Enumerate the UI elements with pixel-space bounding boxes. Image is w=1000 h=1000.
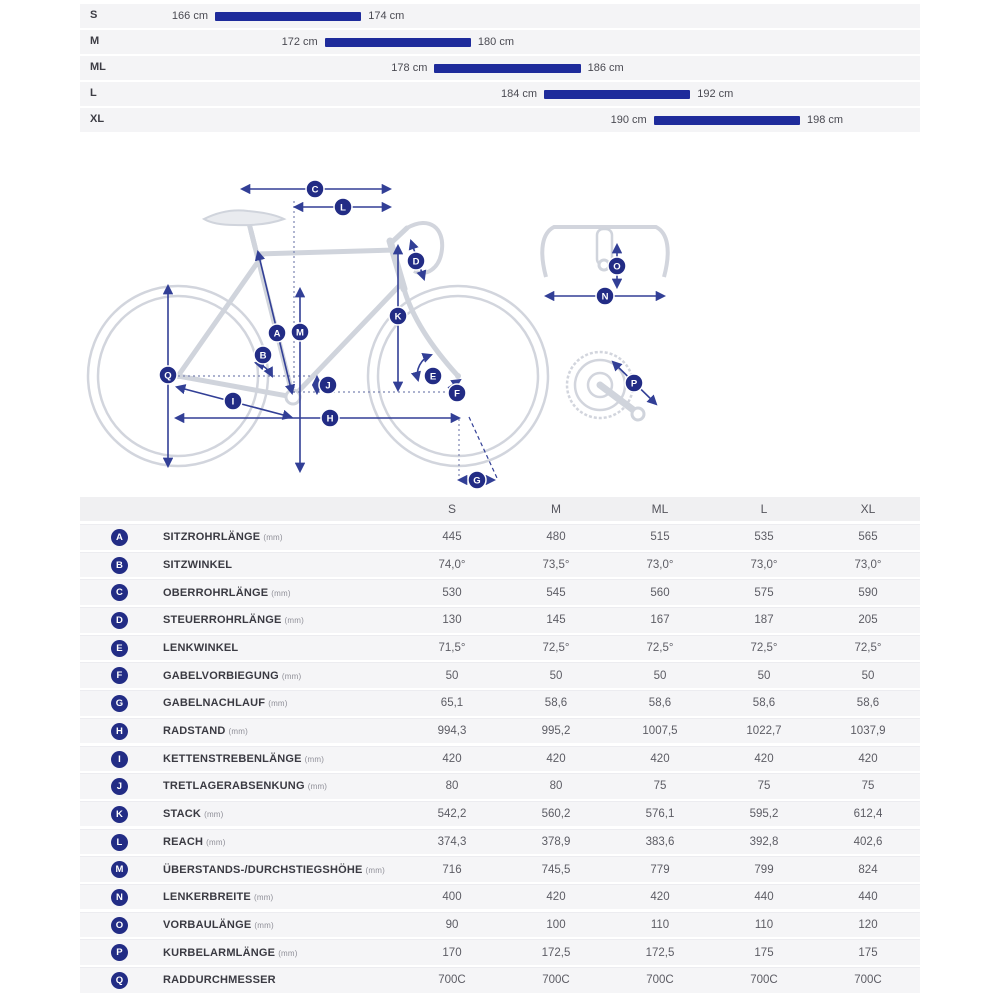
size-chart-range-bar (434, 64, 580, 73)
geometry-cell-value: 700C (542, 974, 570, 987)
geometry-row-label-text: REACH (163, 835, 204, 848)
geometry-row-label-text: OBERROHRLÄNGE (163, 586, 269, 599)
geometry-row-letter-badge: L (111, 834, 128, 851)
geometry-cell-value: 400 (442, 891, 462, 904)
geometry-row-letter-badge: G (111, 695, 128, 712)
size-chart-size-label: L (90, 87, 97, 99)
geometry-cell-value: 383,6 (645, 835, 675, 848)
geometry-row-letter-badge: M (111, 861, 128, 878)
geometry-row-letter-badge: A (111, 529, 128, 546)
geometry-cell-value: 73,5° (542, 558, 570, 571)
geometry-cell-value: 80 (445, 780, 459, 793)
geometry-row-label-text: RADDURCHMESSER (163, 974, 276, 987)
geometry-row-letter-badge: K (111, 806, 128, 823)
geometry-cell-value: 110 (754, 918, 774, 931)
geometry-cell-value: 73,0° (646, 558, 674, 571)
size-chart-max-height: 186 cm (587, 62, 624, 74)
geometry-cell-value: 50 (549, 669, 563, 682)
geometry-table-body (80, 524, 920, 993)
arrow-seat-tube-A (258, 252, 292, 393)
geometry-row-unit: (mm) (254, 920, 274, 930)
geometry-cell-value: 420 (858, 752, 878, 765)
geometry-table-row (80, 939, 920, 965)
geometry-row-label (80, 974, 400, 986)
geometry-cell-value: 420 (546, 891, 566, 904)
geometry-row-letter-badge: E (111, 640, 128, 657)
geometry-cell-value: 716 (442, 863, 462, 876)
geometry-row-unit: (mm) (204, 810, 224, 820)
geometry-table-header (80, 497, 920, 521)
top-tube (257, 250, 395, 254)
down-tube (293, 284, 401, 397)
geometry-table-row (80, 690, 920, 716)
size-chart-min-height: 190 cm (610, 114, 647, 126)
geometry-table-row (80, 967, 920, 993)
geometry-cell-value: 50 (861, 669, 875, 682)
diagram-marker-letter-n: N (601, 291, 609, 303)
geometry-cell-value: 58,6 (856, 697, 880, 710)
geometry-table (80, 497, 920, 995)
size-chart-min-height: 166 cm (171, 10, 208, 22)
size-chart-row (80, 108, 920, 132)
geometry-cell-value: 994,3 (437, 725, 467, 738)
geometry-cell-value: 542,2 (437, 808, 467, 821)
geometry-cell-value: 170 (442, 946, 462, 959)
geometry-cell-value: 824 (858, 863, 878, 876)
geometry-column-header-xl: XL (860, 502, 876, 516)
diagram-marker-letter-f: F (454, 388, 460, 400)
geometry-cell-value: 72,5° (646, 642, 674, 654)
geometry-row-label-text: VORBAULÄNGE (163, 918, 252, 931)
geometry-cell-value: 560 (650, 586, 670, 599)
geometry-cell-value: 378,9 (541, 835, 571, 848)
geometry-row-label (80, 587, 400, 599)
size-chart-min-height: 178 cm (391, 62, 428, 74)
geometry-cell-value: 71,5° (438, 642, 466, 654)
geometry-row-letter-badge: N (111, 889, 128, 906)
geometry-cell-value: 565 (858, 531, 878, 544)
geometry-table-row (80, 718, 920, 744)
stem (391, 228, 407, 243)
geometry-cell-value: 420 (650, 752, 670, 765)
geometry-cell-value: 130 (442, 614, 462, 627)
size-chart-max-height: 174 cm (368, 10, 405, 22)
geometry-cell-value: 205 (858, 614, 878, 627)
size-chart-range-bar (325, 38, 471, 47)
geometry-row-label-text: SITZROHRLÄNGE (163, 531, 261, 544)
geometry-row-label-text: LENKWINKEL (163, 642, 239, 654)
geometry-cell-value: 1037,9 (850, 725, 886, 738)
geometry-table-row (80, 524, 920, 550)
geometry-cell-value: 440 (754, 891, 774, 904)
size-chart-range-bar (544, 90, 690, 99)
geometry-row-label (80, 808, 400, 820)
geometry-table-row (80, 607, 920, 633)
geometry-row-letter-badge: Q (111, 972, 128, 989)
size-chart-size-label: S (90, 9, 98, 21)
geometry-cell-value: 73,0° (750, 558, 778, 571)
geometry-row-label-text: GABELVORBIEGUNG (163, 669, 279, 682)
geometry-cell-value: 595,2 (749, 808, 779, 821)
geometry-row-label-text: GABELNACHLAUF (163, 697, 266, 710)
geometry-cell-value: 175 (858, 946, 878, 959)
geometry-cell-value: 73,0° (854, 558, 882, 571)
geometry-cell-value: 175 (754, 946, 774, 959)
geometry-table-row (80, 884, 920, 910)
geometry-row-label (80, 753, 400, 765)
diagram-marker-letter-m: M (296, 327, 304, 339)
geometry-row-unit: (mm) (271, 588, 291, 598)
geometry-cell-value: 700C (854, 974, 882, 987)
geometry-row-label (80, 670, 400, 682)
diagram-marker-letter-b: B (259, 350, 267, 362)
diagram-marker-letter-a: A (273, 328, 281, 340)
handlebar-top-view-drawing (542, 227, 667, 277)
saddle (204, 210, 284, 225)
geometry-table-row (80, 746, 920, 772)
geometry-cell-value: 58,6 (648, 697, 672, 710)
geometry-cell-value: 75 (757, 780, 771, 793)
geometry-row-unit: (mm) (284, 616, 304, 626)
fork-blade (404, 289, 458, 376)
geometry-cell-value: 172,5 (645, 946, 675, 959)
geometry-cell-value: 420 (754, 752, 774, 765)
geometry-row-label-text: TRETLAGERABSENKUNG (163, 780, 305, 793)
geometry-cell-value: 1007,5 (642, 725, 678, 738)
geometry-row-label (80, 725, 400, 737)
geometry-cell-value: 374,3 (437, 835, 467, 848)
geometry-column-header-ml: ML (651, 502, 669, 516)
size-chart-min-height: 172 cm (281, 36, 318, 48)
geometry-cell-value: 575 (754, 586, 774, 599)
bike-side-view-drawing (88, 210, 548, 466)
geometry-cell-value: 402,6 (853, 835, 883, 848)
geometry-cell-value: 74,0° (438, 558, 466, 571)
geometry-row-label-text: ÜBERSTANDS-/DURCHSTIEGSHÖHE (163, 863, 363, 876)
geometry-row-unit: (mm) (281, 671, 302, 681)
geometry-cell-value: 420 (546, 752, 566, 765)
size-chart-size-label: XL (90, 113, 105, 125)
geometry-cell-value: 995,2 (541, 725, 571, 738)
geometry-cell-value: 392,8 (749, 835, 779, 848)
geometry-table-row (80, 829, 920, 855)
geometry-cell-value: 50 (653, 669, 667, 682)
reference-lines (178, 201, 497, 478)
size-chart-range-bar (654, 116, 800, 125)
geometry-row-label (80, 864, 400, 876)
diagram-marker-letter-c: C (311, 184, 319, 196)
geometry-row-unit: (mm) (253, 893, 274, 903)
geometry-row-letter-badge: J (111, 778, 128, 795)
geometry-cell-value: 530 (442, 586, 462, 599)
geometry-row-label (80, 531, 400, 543)
geometry-table-row (80, 773, 920, 799)
geometry-row-unit: (mm) (365, 865, 386, 875)
geometry-row-unit: (mm) (304, 754, 325, 764)
geometry-cell-value: 50 (445, 669, 459, 682)
size-chart-row (80, 56, 920, 80)
geometry-row-unit: (mm) (278, 948, 298, 958)
geometry-cell-value: 172,5 (541, 946, 571, 959)
geometry-table-row (80, 856, 920, 882)
geometry-row-label (80, 947, 400, 959)
geometry-table-row (80, 662, 920, 688)
geometry-row-unit: (mm) (206, 837, 226, 847)
geometry-cell-value: 576,1 (645, 808, 675, 821)
geometry-cell-value: 50 (757, 669, 771, 682)
geometry-cell-value: 515 (650, 531, 670, 544)
geometry-row-label (80, 697, 400, 709)
geometry-row-letter-badge: I (111, 751, 128, 768)
geometry-cell-value: 700C (646, 974, 674, 987)
geometry-cell-value: 72,5° (542, 642, 570, 654)
geometry-cell-value: 590 (858, 586, 878, 599)
geometry-table-row (80, 635, 920, 661)
geometry-cell-value: 72,5° (854, 642, 882, 654)
measurement-arrows (168, 189, 664, 480)
geometry-cell-value: 700C (750, 974, 778, 987)
geometry-cell-value: 90 (445, 918, 459, 931)
size-chart-max-height: 180 cm (477, 36, 514, 48)
geometry-row-label (80, 836, 400, 848)
geometry-row-label-text: RADSTAND (163, 725, 226, 738)
geometry-column-header-m: M (551, 502, 561, 516)
geometry-row-label (80, 559, 400, 571)
geometry-row-label (80, 614, 400, 626)
diagram-marker-letter-p: P (630, 378, 638, 390)
diagram-marker-letter-q: Q (164, 370, 172, 382)
geometry-row-letter-badge: H (111, 723, 128, 740)
geometry-diagram (80, 165, 920, 495)
size-chart-size-label: M (90, 35, 100, 47)
size-chart-size-label: ML (90, 61, 106, 73)
geometry-row-label-text: SITZWINKEL (163, 558, 233, 571)
geometry-cell-value: 187 (754, 614, 774, 627)
geometry-column-header-s: S (447, 502, 456, 516)
size-chart-min-height: 184 cm (500, 88, 538, 100)
geometry-cell-value: 1022,7 (746, 725, 782, 738)
geometry-row-label-text: STEUERROHRLÄNGE (163, 614, 282, 627)
geometry-row-label (80, 919, 400, 931)
geometry-row-unit: (mm) (228, 727, 248, 737)
geometry-cell-value: 560,2 (541, 808, 571, 821)
diagram-marker-letter-k: K (394, 311, 402, 323)
geometry-cell-value: 110 (650, 918, 670, 931)
geometry-cell-value: 65,1 (440, 697, 464, 710)
geometry-diagram-svg (80, 165, 920, 495)
geometry-cell-value: 535 (754, 531, 774, 544)
geometry-cell-value: 120 (858, 918, 878, 931)
geometry-cell-value: 58,6 (752, 697, 776, 710)
size-chart-row (80, 4, 920, 28)
geometry-cell-value: 100 (546, 918, 566, 931)
geometry-cell-value: 420 (442, 752, 462, 765)
size-chart-max-height: 192 cm (697, 88, 734, 100)
geometry-cell-value: 745,5 (541, 863, 571, 876)
geometry-table-row (80, 552, 920, 578)
geometry-row-label-text: KETTENSTREBENLÄNGE (163, 752, 302, 765)
geometry-table-row (80, 912, 920, 938)
diagram-marker-letter-i: I (231, 396, 235, 408)
geometry-cell-value: 167 (650, 614, 670, 627)
geometry-cell-value: 72,5° (750, 642, 778, 654)
geometry-cell-value: 799 (754, 863, 774, 876)
geometry-row-letter-badge: C (111, 584, 128, 601)
diagram-marker-letter-j: J (325, 380, 331, 392)
geometry-row-label-text: KURBELARMLÄNGE (163, 946, 276, 959)
diagram-marker-letter-h: H (326, 413, 334, 425)
geometry-cell-value: 58,6 (544, 697, 568, 710)
geometry-row-letter-badge: P (111, 944, 128, 961)
size-chart-row (80, 82, 920, 106)
diagram-marker-letter-o: O (613, 261, 621, 273)
geometry-cell-value: 445 (442, 531, 462, 544)
geometry-cell-value: 75 (861, 780, 875, 793)
geometry-table-row (80, 801, 920, 827)
geometry-cell-value: 612,4 (853, 808, 883, 821)
size-chart-max-height: 198 cm (806, 114, 844, 126)
diagram-marker-letter-l: L (340, 202, 346, 214)
seatstay-tube (178, 256, 262, 376)
geometry-cell-value: 480 (546, 531, 566, 544)
geometry-cell-value: 420 (650, 891, 670, 904)
diagram-marker-letter-e: E (429, 371, 437, 383)
diagram-marker-letter-g: G (473, 475, 481, 487)
geometry-row-label (80, 780, 400, 792)
geometry-row-label (80, 891, 400, 903)
geometry-row-label-text: STACK (163, 808, 202, 821)
diagram-marker-letter-d: D (412, 256, 420, 268)
geometry-row-label (80, 642, 400, 654)
geometry-row-letter-badge: F (111, 667, 128, 684)
geometry-row-letter-badge: O (111, 917, 128, 934)
geometry-table-row (80, 579, 920, 605)
geometry-row-unit: (mm) (263, 533, 283, 543)
rider-height-size-chart (80, 4, 920, 134)
geometry-row-letter-badge: B (111, 557, 128, 574)
pedal-axle (632, 408, 644, 420)
geometry-cell-value: 545 (546, 586, 566, 599)
geometry-cell-value: 779 (650, 863, 670, 876)
geometry-cell-value: 80 (549, 780, 563, 793)
geometry-row-letter-badge: D (111, 612, 128, 629)
geometry-cell-value: 145 (546, 614, 566, 627)
geometry-cell-value: 440 (858, 891, 878, 904)
geometry-column-header-l: L (760, 502, 768, 516)
geometry-row-label-text: LENKERBREITE (163, 891, 251, 904)
geometry-row-unit: (mm) (268, 699, 288, 709)
geometry-cell-value: 75 (653, 780, 667, 793)
size-chart-row (80, 30, 920, 54)
geometry-cell-value: 700C (438, 974, 466, 987)
size-chart-range-bar (215, 12, 361, 21)
geometry-row-unit: (mm) (307, 782, 328, 792)
